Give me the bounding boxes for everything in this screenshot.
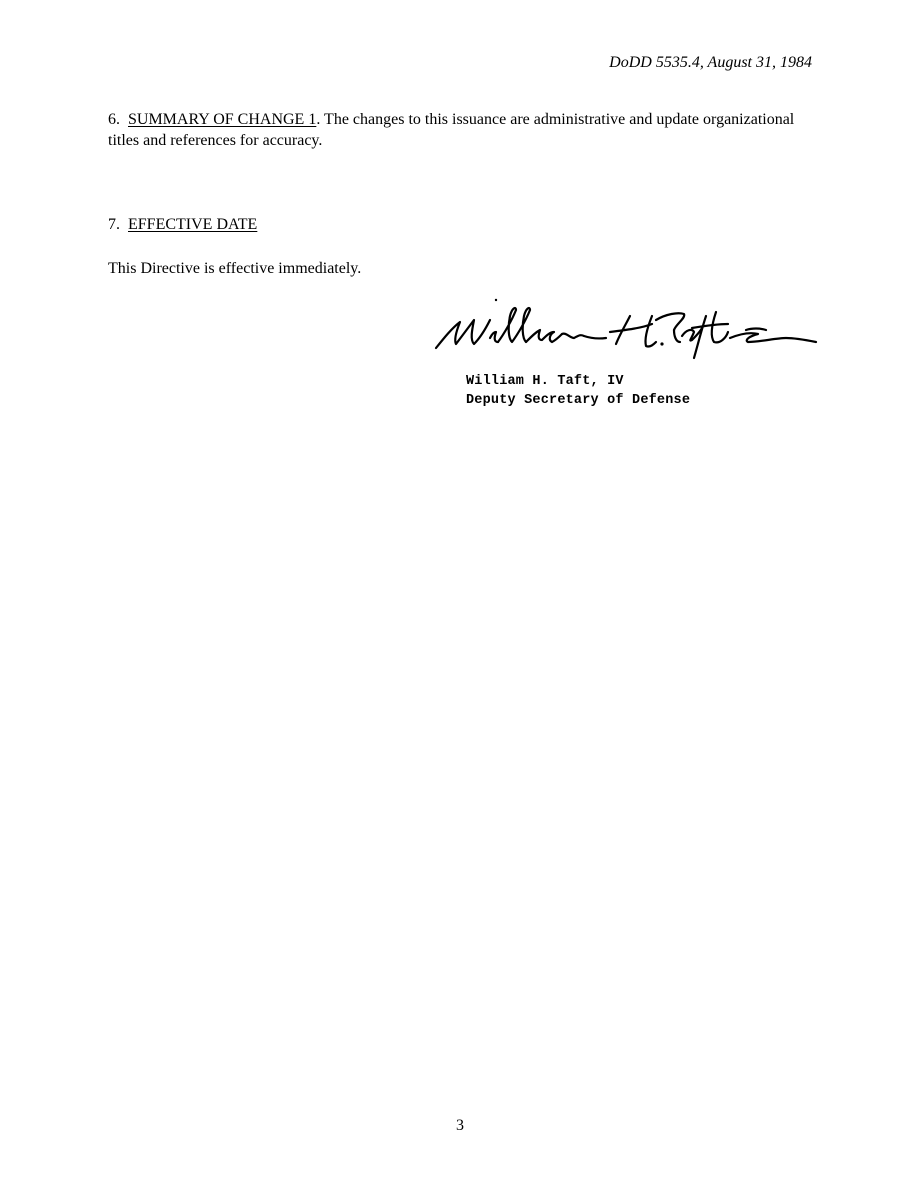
section-number: 7. <box>108 216 120 233</box>
summary-of-change-heading: SUMMARY OF CHANGE 1 <box>128 111 317 128</box>
effective-date-heading: EFFECTIVE DATE <box>128 216 258 233</box>
signer-name: William H. Taft, IV <box>466 374 624 389</box>
document-reference-header: DoDD 5535.4, August 31, 1984 <box>609 54 812 71</box>
handwritten-signature <box>430 298 820 360</box>
summary-of-change-paragraph <box>108 109 808 151</box>
effective-date-heading-line <box>108 214 808 235</box>
section-number: 6. <box>108 111 120 128</box>
signer-title: Deputy Secretary of Defense <box>466 393 691 408</box>
signature-block <box>466 372 690 410</box>
summary-of-change-text: . The changes to this issuance are administrative and update organizational titles and references for accuracy. <box>108 111 795 149</box>
page-number: 3 <box>456 1117 464 1134</box>
effective-date-text: This Directive is effective immediately. <box>108 260 362 277</box>
